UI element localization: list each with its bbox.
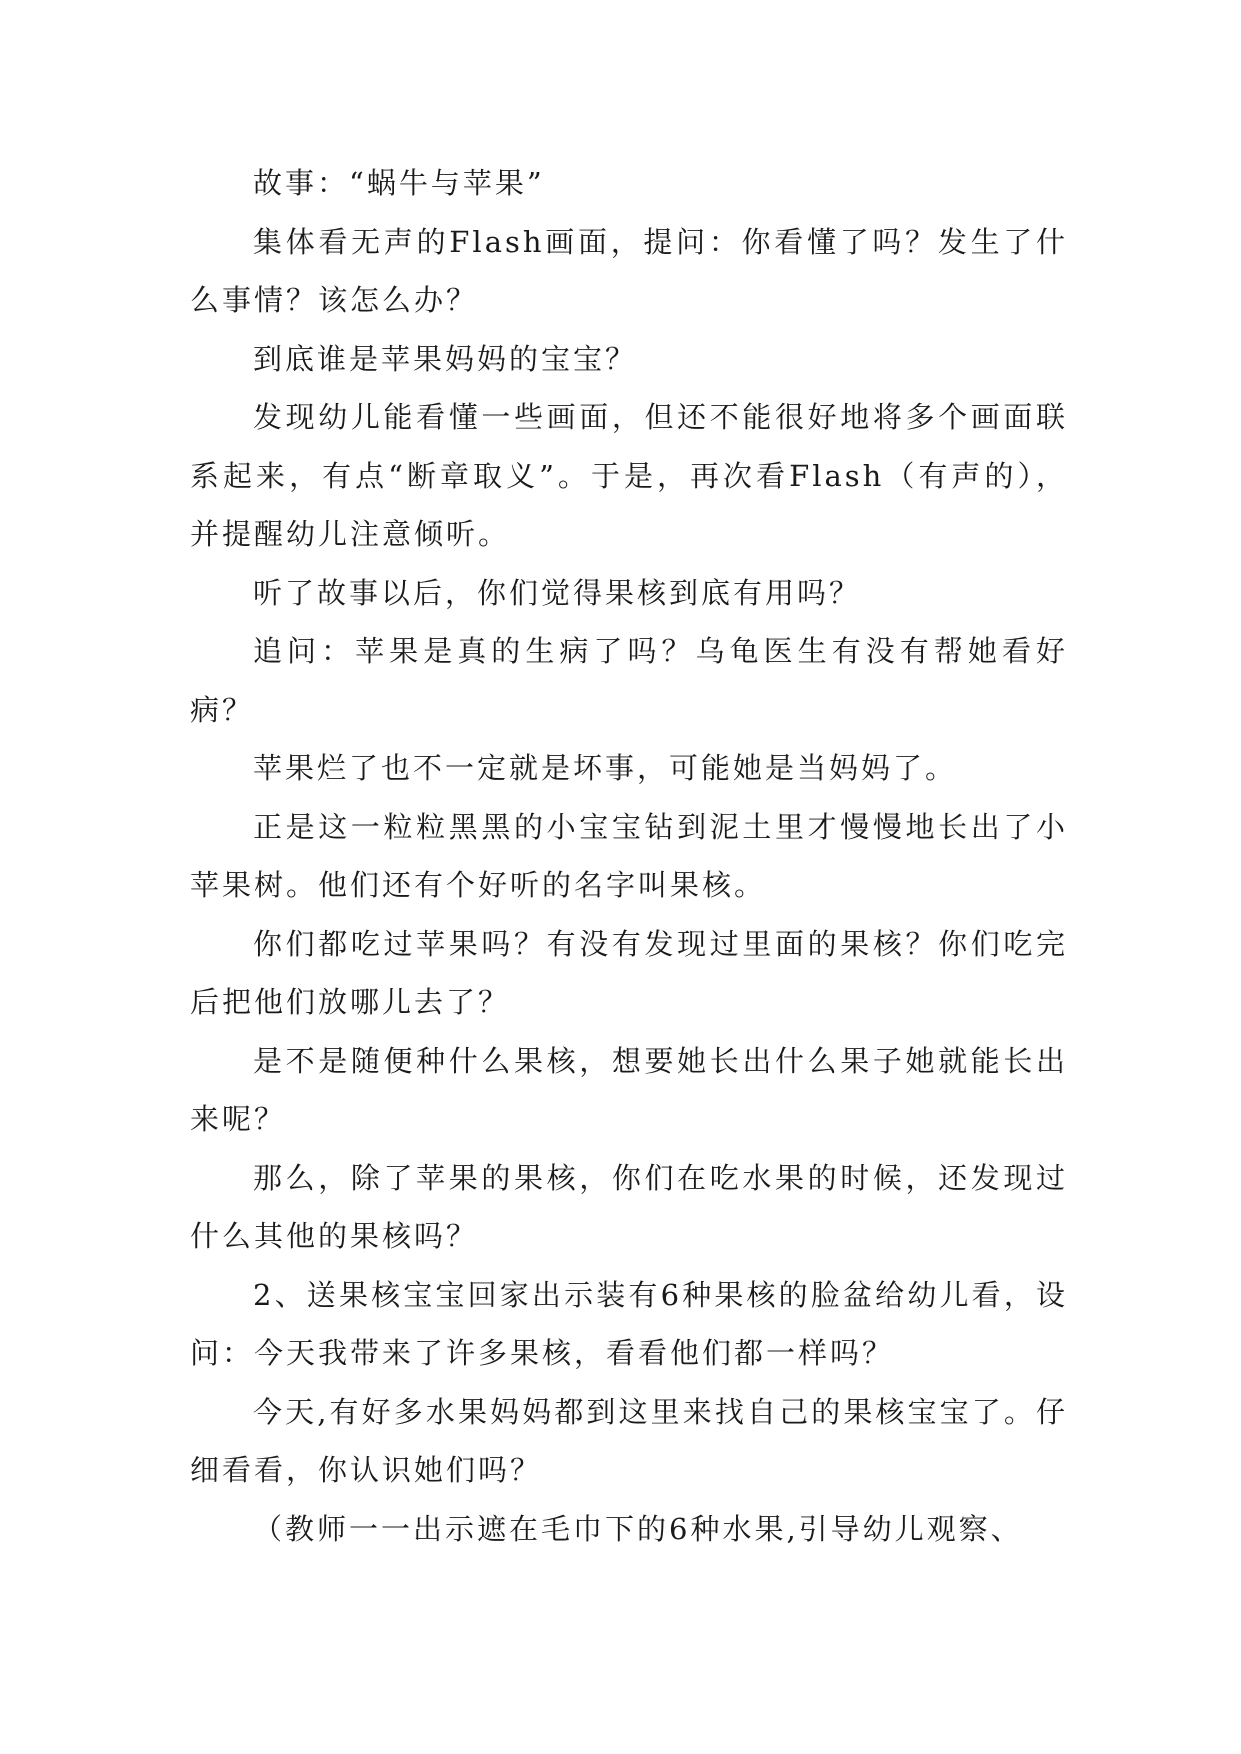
paragraph: 你们都吃过苹果吗？有没有发现过里面的果核？你们吃完后把他们放哪儿去了？ bbox=[190, 926, 1068, 1019]
paragraph: 集体看无声的Flash画面，提问：你看懂了吗？发生了什么事情？该怎么办？ bbox=[190, 224, 1068, 317]
paragraph: （教师一一出示遮在毛巾下的6种水果,引导幼儿观察、 bbox=[253, 1511, 1023, 1546]
paragraph: 发现幼儿能看懂一些画面，但还不能很好地将多个画面联系起来，有点“断章取义”。于是，再次看Flash（有声的），并提醒幼儿注意倾听。 bbox=[190, 400, 1068, 551]
paragraph: 是不是随便种什么果核，想要她长出什么果子她就能长出来呢？ bbox=[190, 1043, 1068, 1136]
paragraph: 到底谁是苹果妈妈的宝宝？ bbox=[253, 341, 638, 376]
paragraph: 今天,有好多水果妈妈都到这里来找自己的果核宝宝了。仔细看看，你认识她们吗？ bbox=[190, 1394, 1068, 1487]
paragraph: 苹果烂了也不一定就是坏事，可能她是当妈妈了。 bbox=[253, 751, 958, 785]
paragraph: 正是这一粒粒黑黑的小宝宝钻到泥土里才慢慢地长出了小苹果树。他们还有个好听的名字叫果核。 bbox=[190, 809, 1068, 902]
paragraph: 那么，除了苹果的果核，你们在吃水果的时候，还发现过什么其他的果核吗？ bbox=[190, 1160, 1068, 1253]
story-title: 故事：“蜗牛与苹果” bbox=[253, 166, 545, 200]
section-heading-paragraph: 2、送果核宝宝回家出示装有6种果核的脸盆给幼儿看，设问：今天我带来了许多果核，看看他们都一样吗？ bbox=[190, 1277, 1068, 1370]
paragraph: 听了故事以后，你们觉得果核到底有用吗？ bbox=[253, 575, 862, 610]
document-page bbox=[190, 154, 1068, 1558]
paragraph: 追问：苹果是真的生病了吗？乌龟医生有没有帮她看好病？ bbox=[190, 634, 1068, 727]
